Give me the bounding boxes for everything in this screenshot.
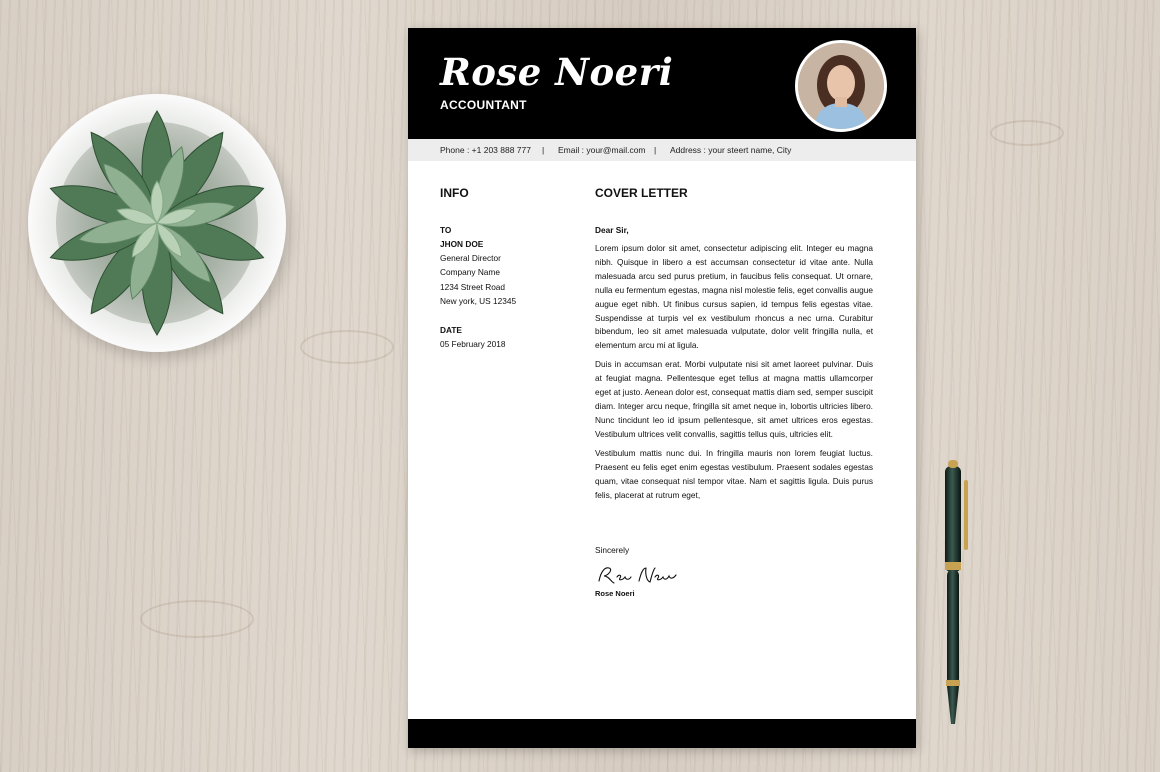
fountain-pen (938, 458, 968, 728)
document-header (408, 28, 916, 139)
contact-separator: | (542, 145, 545, 155)
info-heading: INFO (440, 186, 469, 200)
wood-grain-knot (140, 600, 254, 638)
recipient-company: Company Name (440, 267, 500, 277)
cover-letter-heading: COVER LETTER (595, 186, 688, 200)
salutation: Dear Sir, (595, 225, 629, 235)
applicant-name: Rose Noeri (440, 50, 674, 94)
letter-paragraph: Duis in accumsan erat. Morbi vulputate nisi sit amet laoreet pulvinar. Duis at feugiat magna. Pellentesque eget tellus at magna mattis ullamcorper eget at justo. Aenean dolor est, consequat mattis diam sed, semper suscipit diam. Integer arcu neque, fringilla sit amet neque in, lobortis ultricies libero. Nunc tincidunt leo id ipsum pellentesque, sit amet ultrices eros egestas. Vestibulum ultrices velit convallis, sagittis tellus quis, ultricies elit. (595, 359, 873, 439)
document-footer (408, 719, 916, 748)
succulent-plant (28, 94, 286, 352)
to-label: TO (440, 225, 452, 235)
profile-photo-portrait (798, 43, 884, 129)
succulent-leaves (28, 94, 286, 352)
recipient-city: New york, US 12345 (440, 296, 517, 306)
contact-phone: Phone : +1 203 888 777 (440, 145, 531, 155)
contact-address: Address : your steert name, City (670, 145, 792, 155)
date-value: 05 February 2018 (440, 339, 506, 349)
letter-paragraph: Vestibulum mattis nunc dui. In fringilla mauris non lorem feugiat luctus. Praesent eu felis eget enim egestas vestibulum. Praesent sodales egestas quam, vitae consequat nisl tempor vitae. Nam et sagittis ligula. Duis purus felis, placerat at rutrum eget, (595, 448, 873, 500)
date-label: DATE (440, 325, 462, 335)
contact-bar (408, 139, 916, 161)
recipient-role: General Director (440, 253, 501, 263)
wood-grain-knot (300, 330, 394, 364)
cover-letter-document (408, 28, 916, 748)
closing: Sincerely (595, 545, 630, 555)
wood-grain-knot (990, 120, 1064, 146)
contact-separator: | (654, 145, 657, 155)
contact-email: Email : your@mail.com (558, 145, 646, 155)
recipient-name: JHON DOE (440, 239, 484, 249)
recipient-street: 1234 Street Road (440, 282, 506, 292)
applicant-title: ACCOUNTANT (440, 98, 527, 112)
profile-photo (795, 40, 887, 132)
signature-name: Rose Noeri (595, 589, 635, 598)
letter-paragraph: Lorem ipsum dolor sit amet, consectetur adipiscing elit. Integer eu magna nibh. Quisque in libero a est accumsan consectetur id vitae ante. Nulla malesuada arcu sed purus pretium, in faucibus felis consequat. Ut ornare, nulla eu fermentum egestas, magna nisl molestie felis, eget convallis augue augue eget nibh. Ut finibus cursus sapien, id tempus felis egestas vitae. Suspendisse at turpis vel ex vestibulum rhoncus a nec urna. Curabitur bibendum, leo sit amet malesuada vulputate, dolor velit fringilla nulla, et elementum arcu mi at ligula. (595, 243, 873, 351)
handwritten-signature (595, 563, 679, 587)
